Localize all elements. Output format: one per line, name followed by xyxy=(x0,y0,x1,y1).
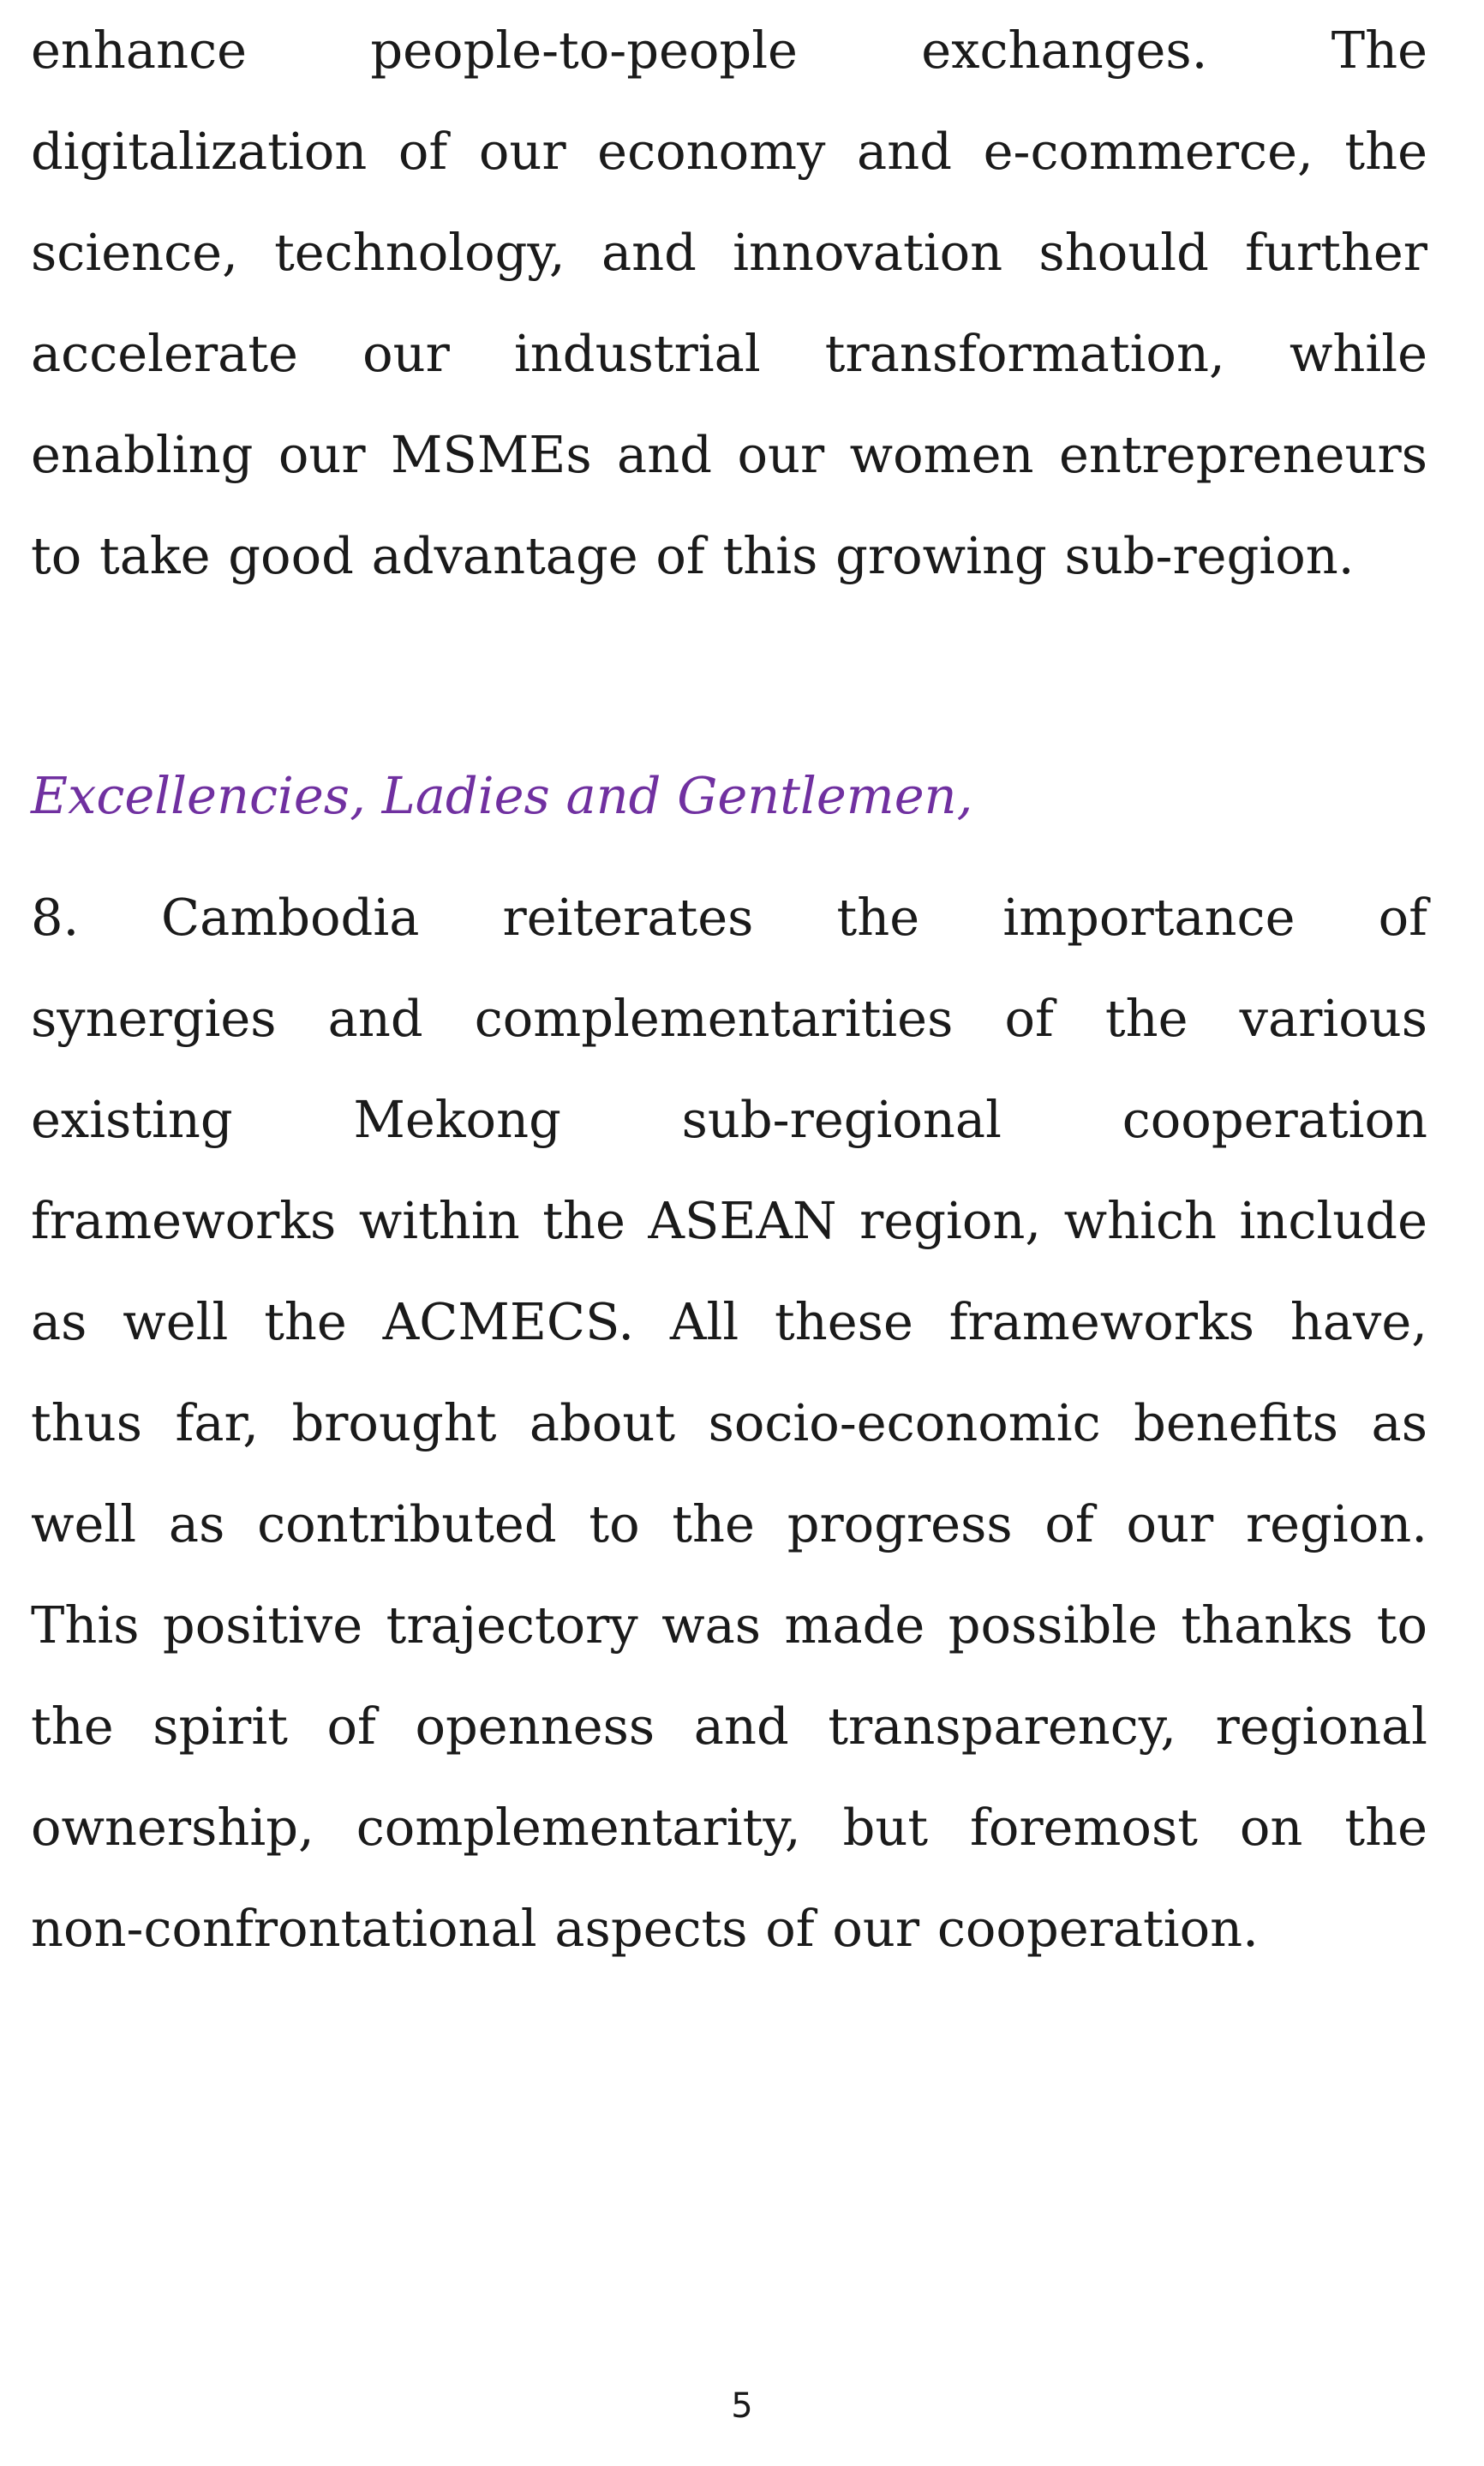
salutation-heading: Excellencies, Ladies and Gentlemen, xyxy=(31,766,973,825)
paragraph-number: 8. xyxy=(31,888,80,947)
body-paragraph-continued: enhance people-to-people exchanges. The digitalization of our economy and e-commerce, the science, technology, and innovation should further accelerate our industrial transformation, while enabling our MSMEs and our women entrepreneurs to take good advantage of this growing sub-region. xyxy=(31,21,1427,585)
body-paragraph-8 xyxy=(31,867,1427,1979)
page-number: 5 xyxy=(731,2386,753,2426)
paragraph-8-text: Cambodia reiterates the importance of synergies and complementarities of the various existing Mekong sub-regional cooperation frameworks within the ASEAN region, which include as well the ACMECS. All these frameworks have, thus far, brought about socio-economic benefits as well as contributed to the progress of our region. This positive trajectory was made possible thanks to the spirit of openness and transparency, regional ownership, complementarity, but foremost on the non-confrontational aspects of our cooperation. xyxy=(31,888,1427,1958)
